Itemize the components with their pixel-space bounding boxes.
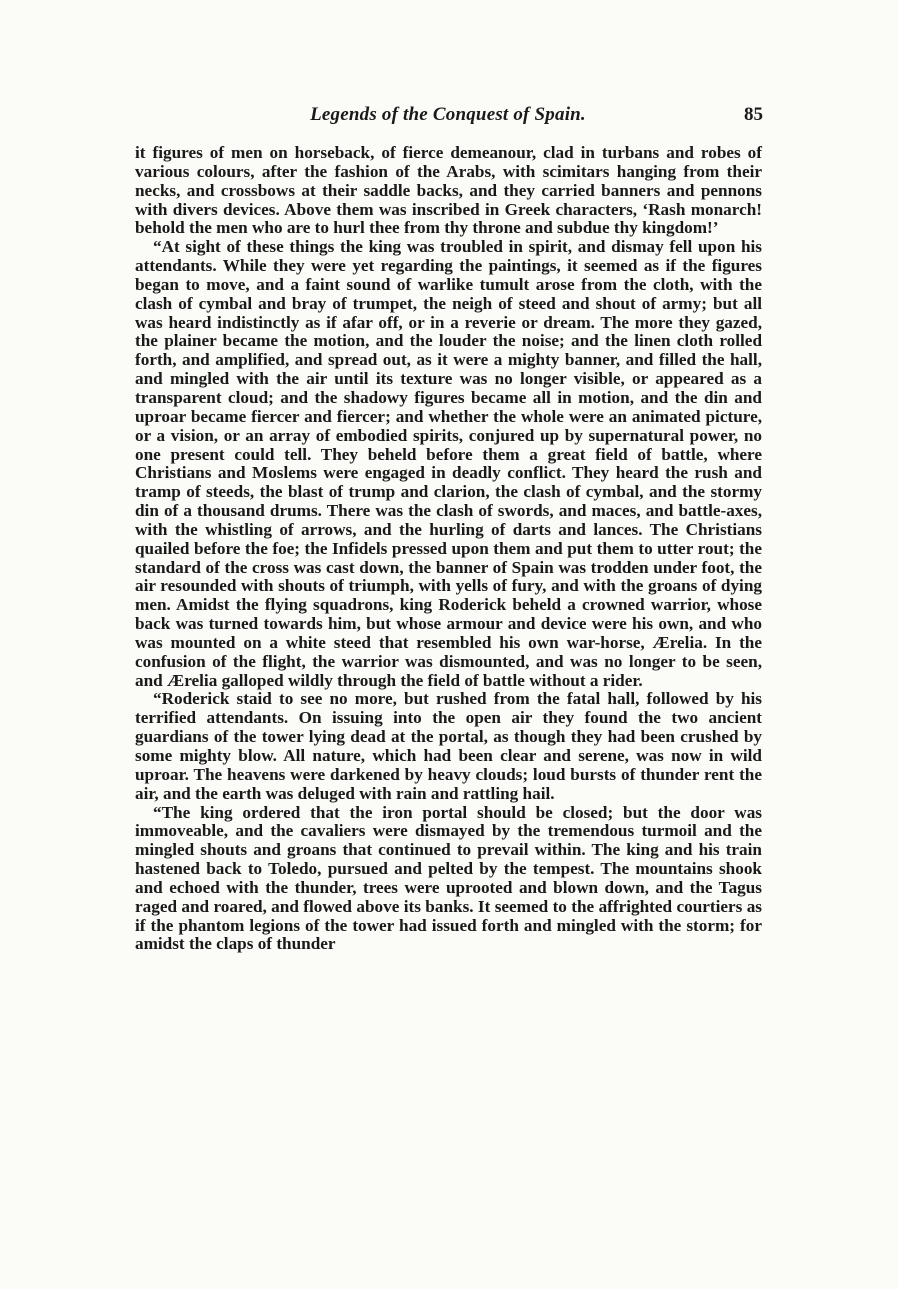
paragraph: it figures of men on horseback, of fierce demeanour, clad in turbans and robes of various colours, after the fashion of the Arabs, with scimitars hanging from their necks, and crossbows at their saddle backs, and they carried banners and pennons with divers devices. Above them was inscribed in Greek characters, ‘Rash monarch! behold the men who are to hurl thee from thy throne and subdue thy kingdom!’ [135,143,762,238]
page-number: 85 [744,104,763,125]
running-title: Legends of the Conquest of Spain. [310,104,586,125]
page-header [133,100,763,130]
paragraph: “The king ordered that the iron portal should be closed; but the door was immoveable, and the cavaliers were dismayed by the tremendous turmoil and the mingled shouts and groans that continued to prevail within. The king and his train hastened back to Toledo, pursued and pelted by the tempest. The mountains shook and echoed with the thunder, trees were uprooted and blown down, and the Tagus raged and roared, and flowed above its banks. It seemed to the affrighted courtiers as if the phantom legions of the tower had issued forth and mingled with the storm; for amidst the claps of thunder [135,802,762,954]
paragraph: “Roderick staid to see no more, but rushed from the fatal hall, followed by his terrified attendants. On issuing into the open air they found the two ancient guardians of the tower lying dead at the portal, as though they had been crushed by some mighty blow. All nature, which had been clear and serene, was now in wild uproar. The heavens were darkened by heavy clouds; loud bursts of thunder rent the air, and the earth was deluged with rain and rattling hail. [135,689,762,803]
body-text [135,144,762,954]
paragraph: “At sight of these things the king was troubled in spirit, and dismay fell upon his attendants. While they were yet regarding the paintings, it seemed as if the figures began to move, and a faint sound of warlike tumult arose from the cloth, with the clash of cymbal and bray of trumpet, the neigh of steed and shout of army; but all was heard indistinctly as if afar off, or in a reverie or dream. The more they gazed, the plainer became the motion, and the louder the noise; and the linen cloth rolled forth, and amplified, and spread out, as it were a mighty banner, and filled the hall, and mingled with the air until its texture was no longer visible, or appeared as a transparent cloud; and the shadowy figures became all in motion, and the din and uproar became fiercer and fiercer; and whether the whole were an animated picture, or a vision, or an array of embodied spirits, conjured up by supernatural power, no one present could tell. They beheld before them a great field of battle, where Christians and Moslems were engaged in deadly conflict. They heard the rush and tramp of steeds, the blast of trump and clarion, the clash of cymbal, and the stormy din of a thousand drums. There was the clash of swords, and maces, and battle-axes, with the whistling of arrows, and the hurling of darts and lances. The Christians quailed before the foe; the Infidels pressed upon them and put them to utter rout; the standard of the cross was cast down, the banner of Spain was trodden under foot, the air resounded with shouts of triumph, with yells of fury, and with the groans of dying men. Amidst the flying squadrons, king Roderick beheld a crowned warrior, whose back was turned towards him, but whose armour and device were his own, and who was mounted on a white steed that resembled his own war-horse, Ærelia. In the confusion of the flight, the warrior was dismounted, and was no longer to be seen, and Ærelia galloped wildly through the field of battle without a rider. [135,237,762,690]
